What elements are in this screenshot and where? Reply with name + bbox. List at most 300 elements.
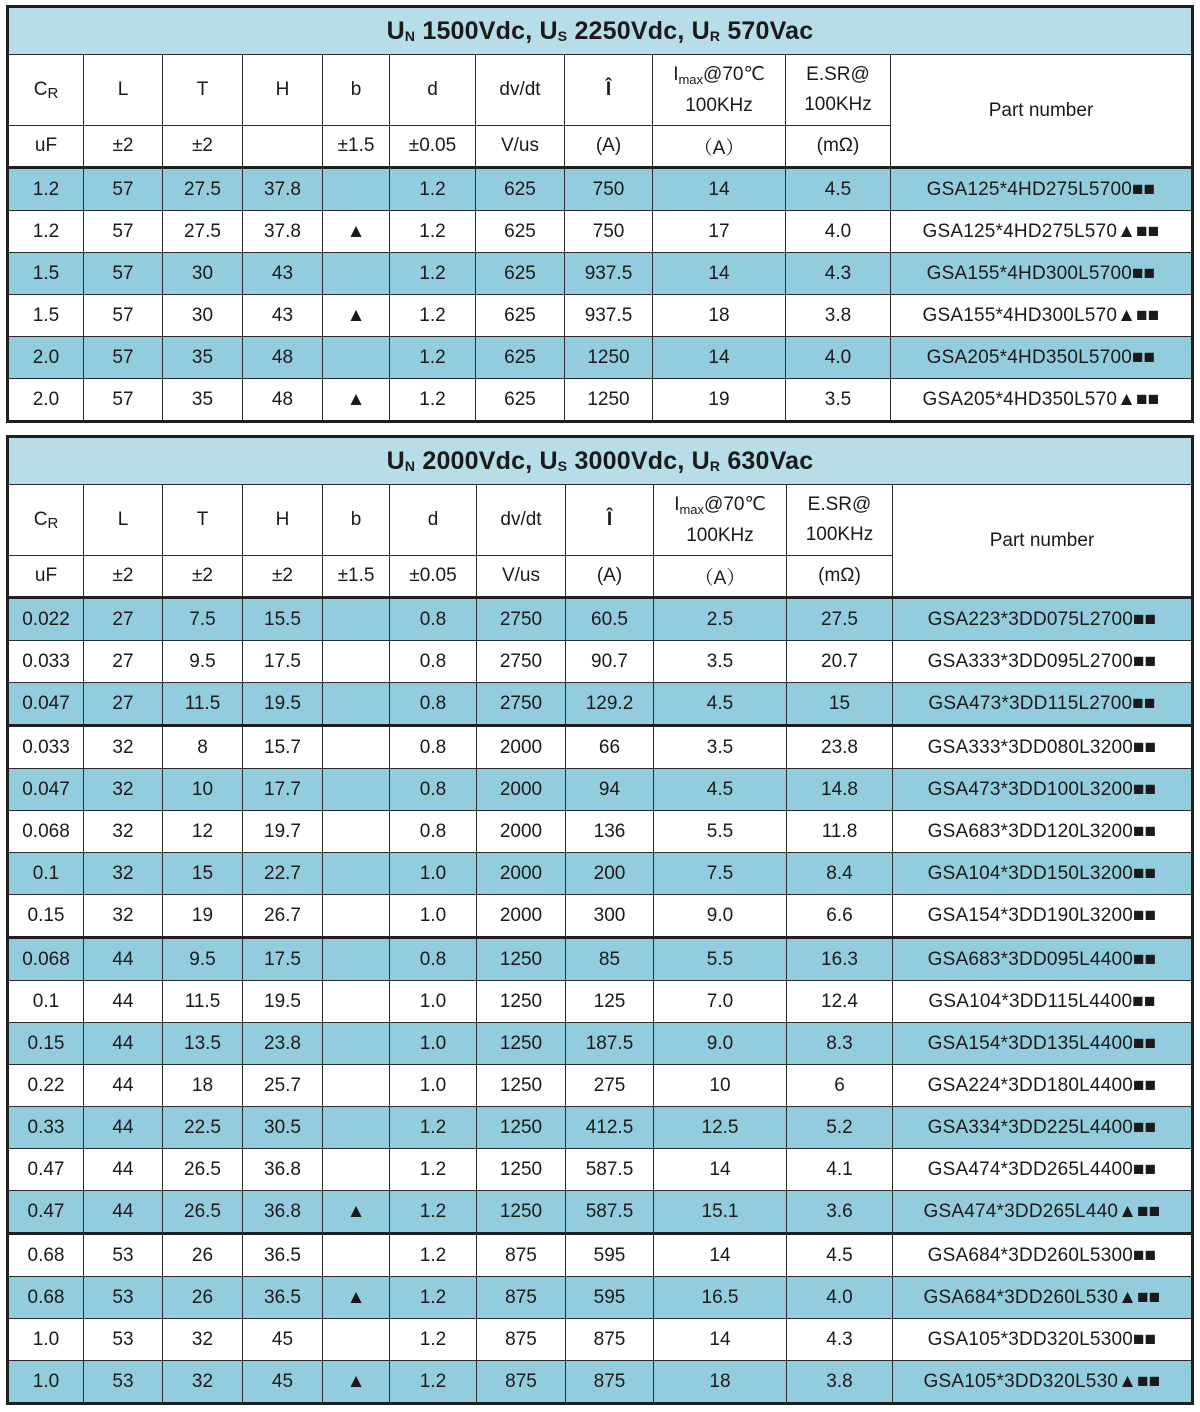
b-cell: [323, 641, 390, 683]
part-number-cell: GSA334*3DD225L4400■■: [893, 1107, 1193, 1149]
table-row: [8, 981, 1193, 1023]
part-number-cell: GSA125*4HD275L5700■■: [891, 168, 1193, 211]
cap-cell: 0.47: [8, 1191, 84, 1234]
length-cell: 53: [84, 1234, 163, 1277]
thickness-cell: 19: [163, 895, 243, 938]
length-cell: 32: [84, 769, 163, 811]
length-cell: 53: [84, 1277, 163, 1319]
thickness-cell: 9.5: [163, 938, 243, 981]
d-cell: 1.2: [390, 1319, 477, 1361]
dvdt-cell: 2750: [477, 683, 566, 726]
cap-cell: 0.47: [8, 1149, 84, 1191]
table-row: [8, 1107, 1193, 1149]
thickness-cell: 30: [163, 253, 243, 295]
dvdt-cell: 1250: [477, 1149, 566, 1191]
length-cell: 57: [84, 168, 163, 211]
b-cell: [323, 811, 390, 853]
unit-cell: ±2: [84, 556, 163, 598]
peak-current-cell: 187.5: [566, 1023, 654, 1065]
length-cell: 44: [84, 1149, 163, 1191]
d-cell: 0.8: [390, 811, 477, 853]
peak-current-cell: 200: [566, 853, 654, 895]
esr-cell: 3.8: [786, 295, 891, 337]
thickness-cell: 30: [163, 295, 243, 337]
header-peak-current: Î: [565, 55, 653, 126]
height-cell: 43: [243, 253, 323, 295]
d-cell: 0.8: [390, 641, 477, 683]
height-cell: 19.5: [243, 981, 323, 1023]
imax-cell: 4.5: [654, 683, 787, 726]
d-cell: 1.2: [390, 1107, 477, 1149]
dvdt-cell: 625: [476, 168, 565, 211]
imax-cell: 14: [654, 1149, 787, 1191]
thickness-cell: 22.5: [163, 1107, 243, 1149]
peak-current-cell: 125: [566, 981, 654, 1023]
part-number-cell: GSA684*3DD260L5300■■: [893, 1234, 1193, 1277]
cap-cell: 0.68: [8, 1277, 84, 1319]
dvdt-cell: 1250: [477, 1191, 566, 1234]
part-number-cell: GSA154*3DD135L4400■■: [893, 1023, 1193, 1065]
table-row: [8, 1234, 1193, 1277]
part-number-cell: GSA684*3DD260L530▲■■: [893, 1277, 1193, 1319]
d-cell: 0.8: [390, 769, 477, 811]
table-title: UN 2000Vdc, US 3000Vdc, UR 630Vac: [8, 437, 1193, 485]
height-cell: 36.8: [243, 1191, 323, 1234]
dvdt-cell: 875: [477, 1234, 566, 1277]
header-esr: E.SR@ 100KHz: [787, 485, 893, 556]
imax-cell: 17: [653, 211, 786, 253]
esr-cell: 4.0: [787, 1277, 893, 1319]
esr-cell: 4.5: [786, 168, 891, 211]
peak-current-cell: 937.5: [565, 295, 653, 337]
dvdt-cell: 2750: [477, 598, 566, 641]
imax-cell: 19: [653, 379, 786, 422]
part-number-cell: GSA104*3DD150L3200■■: [893, 853, 1193, 895]
table-row: [8, 1319, 1193, 1361]
thickness-cell: 7.5: [163, 598, 243, 641]
b-cell: [323, 598, 390, 641]
d-cell: 1.2: [390, 337, 476, 379]
d-cell: 0.8: [390, 598, 477, 641]
header-dvdt: dv/dt: [477, 485, 566, 556]
dvdt-cell: 875: [477, 1361, 566, 1404]
height-cell: 17.5: [243, 938, 323, 981]
height-cell: 36.8: [243, 1149, 323, 1191]
esr-cell: 20.7: [787, 641, 893, 683]
table-row: [8, 1023, 1193, 1065]
d-cell: 1.0: [390, 981, 477, 1023]
esr-cell: 4.1: [787, 1149, 893, 1191]
part-number-cell: GSA333*3DD080L3200■■: [893, 726, 1193, 769]
imax-cell: 9.0: [654, 895, 787, 938]
dvdt-cell: 2000: [477, 726, 566, 769]
length-cell: 27: [84, 683, 163, 726]
table-row: [8, 379, 1193, 422]
esr-cell: 8.3: [787, 1023, 893, 1065]
part-number-cell: GSA105*3DD320L530▲■■: [893, 1361, 1193, 1404]
imax-cell: 5.5: [654, 811, 787, 853]
part-number-cell: GSA473*3DD115L2700■■: [893, 683, 1193, 726]
b-cell: ▲: [323, 1277, 390, 1319]
esr-cell: 4.5: [787, 1234, 893, 1277]
unit-cell: ±1.5: [323, 556, 390, 598]
d-cell: 1.2: [390, 211, 476, 253]
d-cell: 1.0: [390, 853, 477, 895]
imax-cell: 14: [654, 1319, 787, 1361]
part-number-cell: GSA474*3DD265L440▲■■: [893, 1191, 1193, 1234]
header-part-number: Part number: [891, 55, 1193, 168]
spec-table-630vac: [6, 435, 1194, 1405]
imax-cell: 3.5: [654, 726, 787, 769]
unit-cell: uF: [8, 556, 84, 598]
b-cell: [323, 1065, 390, 1107]
thickness-cell: 26: [163, 1234, 243, 1277]
header-imax: $I_{max}@70℃$ 100KHz: [653, 55, 786, 126]
peak-current-cell: 94: [566, 769, 654, 811]
height-cell: 19.7: [243, 811, 323, 853]
unit-cell: (A): [565, 126, 653, 168]
part-number-cell: GSA683*3DD095L4400■■: [893, 938, 1193, 981]
cap-cell: 2.0: [8, 379, 84, 422]
peak-current-cell: 750: [565, 168, 653, 211]
cap-cell: 0.068: [8, 938, 84, 981]
dvdt-cell: 625: [476, 379, 565, 422]
length-cell: 27: [84, 641, 163, 683]
esr-cell: 11.8: [787, 811, 893, 853]
d-cell: 1.0: [390, 1065, 477, 1107]
part-number-cell: GSA333*3DD095L2700■■: [893, 641, 1193, 683]
thickness-cell: 32: [163, 1361, 243, 1404]
header-height: H: [243, 485, 323, 556]
b-cell: [323, 726, 390, 769]
height-cell: 23.8: [243, 1023, 323, 1065]
esr-cell: 6: [787, 1065, 893, 1107]
b-cell: [323, 253, 390, 295]
esr-cell: 3.5: [786, 379, 891, 422]
thickness-cell: 27.5: [163, 211, 243, 253]
unit-cell: ±1.5: [323, 126, 390, 168]
imax-cell: 10: [654, 1065, 787, 1107]
spec-table-570vac: [6, 5, 1194, 423]
unit-cell: uF: [8, 126, 84, 168]
table-row: [8, 853, 1193, 895]
height-cell: 15.7: [243, 726, 323, 769]
thickness-cell: 9.5: [163, 641, 243, 683]
b-cell: [323, 683, 390, 726]
table-row: [8, 211, 1193, 253]
esr-cell: 4.0: [786, 211, 891, 253]
table-row: [8, 598, 1193, 641]
header-b: b: [323, 55, 390, 126]
peak-current-cell: 587.5: [566, 1191, 654, 1234]
length-cell: 44: [84, 1191, 163, 1234]
part-number-cell: GSA474*3DD265L4400■■: [893, 1149, 1193, 1191]
table-row: [8, 641, 1193, 683]
dvdt-cell: 1250: [477, 1107, 566, 1149]
b-cell: ▲: [323, 379, 390, 422]
dvdt-cell: 625: [476, 295, 565, 337]
header-d: d: [390, 55, 476, 126]
table-row: [8, 295, 1193, 337]
cap-cell: 0.68: [8, 1234, 84, 1277]
cap-cell: 1.0: [8, 1319, 84, 1361]
table-body: [8, 437, 1193, 1404]
dvdt-cell: 1250: [477, 981, 566, 1023]
thickness-cell: 26.5: [163, 1149, 243, 1191]
d-cell: 1.2: [390, 1149, 477, 1191]
table-row: [8, 683, 1193, 726]
cap-cell: 1.5: [8, 295, 84, 337]
header-peak-current: Î: [566, 485, 654, 556]
unit-cell: [243, 126, 323, 168]
dvdt-cell: 625: [476, 253, 565, 295]
esr-cell: 5.2: [787, 1107, 893, 1149]
thickness-cell: 18: [163, 1065, 243, 1107]
table-row: [8, 1361, 1193, 1404]
height-cell: 15.5: [243, 598, 323, 641]
height-cell: 36.5: [243, 1277, 323, 1319]
b-cell: ▲: [323, 211, 390, 253]
esr-cell: 14.8: [787, 769, 893, 811]
peak-current-cell: 136: [566, 811, 654, 853]
unit-cell: ±2: [163, 126, 243, 168]
d-cell: 0.8: [390, 938, 477, 981]
peak-current-cell: 587.5: [566, 1149, 654, 1191]
d-cell: 1.2: [390, 1191, 477, 1234]
unit-cell: （A）: [654, 556, 787, 598]
dvdt-cell: 1250: [477, 1023, 566, 1065]
unit-cell: ±0.05: [390, 556, 477, 598]
header-thickness: T: [163, 55, 243, 126]
cap-cell: 0.047: [8, 683, 84, 726]
b-cell: [323, 1149, 390, 1191]
header-capacitance: CR: [8, 485, 84, 556]
header-height: H: [243, 55, 323, 126]
part-number-cell: GSA155*4HD300L5700■■: [891, 253, 1193, 295]
esr-cell: 16.3: [787, 938, 893, 981]
b-cell: [323, 853, 390, 895]
length-cell: 57: [84, 379, 163, 422]
part-number-cell: GSA205*4HD350L5700■■: [891, 337, 1193, 379]
part-number-cell: GSA104*3DD115L4400■■: [893, 981, 1193, 1023]
length-cell: 57: [84, 211, 163, 253]
peak-current-cell: 90.7: [566, 641, 654, 683]
peak-current-cell: 275: [566, 1065, 654, 1107]
d-cell: 1.0: [390, 895, 477, 938]
b-cell: [323, 1107, 390, 1149]
d-cell: 1.2: [390, 1361, 477, 1404]
table-row: [8, 1277, 1193, 1319]
part-number-cell: GSA105*3DD320L5300■■: [893, 1319, 1193, 1361]
imax-cell: 12.5: [654, 1107, 787, 1149]
unit-cell: ±0.05: [390, 126, 476, 168]
peak-current-cell: 595: [566, 1234, 654, 1277]
height-cell: 45: [243, 1361, 323, 1404]
dvdt-cell: 1250: [477, 1065, 566, 1107]
header-d: d: [390, 485, 477, 556]
d-cell: 0.8: [390, 683, 477, 726]
imax-cell: 18: [653, 295, 786, 337]
peak-current-cell: 1250: [565, 379, 653, 422]
table-row: [8, 726, 1193, 769]
d-cell: 1.2: [390, 1277, 477, 1319]
dvdt-cell: 2000: [477, 769, 566, 811]
esr-cell: 6.6: [787, 895, 893, 938]
peak-current-cell: 750: [565, 211, 653, 253]
d-cell: 1.2: [390, 168, 476, 211]
peak-current-cell: 595: [566, 1277, 654, 1319]
part-number-cell: GSA205*4HD350L570▲■■: [891, 379, 1193, 422]
height-cell: 45: [243, 1319, 323, 1361]
esr-cell: 4.3: [786, 253, 891, 295]
esr-cell: 4.3: [787, 1319, 893, 1361]
unit-cell: (mΩ): [786, 126, 891, 168]
height-cell: 17.7: [243, 769, 323, 811]
esr-cell: 8.4: [787, 853, 893, 895]
unit-cell: ±2: [243, 556, 323, 598]
dvdt-cell: 625: [476, 211, 565, 253]
header-dvdt: dv/dt: [476, 55, 565, 126]
cap-cell: 2.0: [8, 337, 84, 379]
length-cell: 27: [84, 598, 163, 641]
b-cell: [323, 895, 390, 938]
length-cell: 32: [84, 726, 163, 769]
imax-cell: 5.5: [654, 938, 787, 981]
dvdt-cell: 2000: [477, 811, 566, 853]
header-imax: $I_{max}@70℃$ 100KHz: [654, 485, 787, 556]
esr-cell: 27.5: [787, 598, 893, 641]
d-cell: 1.2: [390, 253, 476, 295]
unit-cell: ±2: [84, 126, 163, 168]
unit-cell: (A): [566, 556, 654, 598]
imax-cell: 3.5: [654, 641, 787, 683]
table-title: UN 1500Vdc, US 2250Vdc, UR 570Vac: [8, 7, 1193, 55]
length-cell: 32: [84, 811, 163, 853]
table-body: [8, 7, 1193, 422]
imax-cell: 9.0: [654, 1023, 787, 1065]
height-cell: 37.8: [243, 168, 323, 211]
dvdt-cell: 2750: [477, 641, 566, 683]
b-cell: [323, 981, 390, 1023]
cap-cell: 0.1: [8, 853, 84, 895]
length-cell: 44: [84, 1065, 163, 1107]
d-cell: 0.8: [390, 726, 477, 769]
thickness-cell: 35: [163, 379, 243, 422]
imax-cell: 15.1: [654, 1191, 787, 1234]
thickness-cell: 11.5: [163, 981, 243, 1023]
imax-cell: 14: [653, 337, 786, 379]
part-number-cell: GSA223*3DD075L2700■■: [893, 598, 1193, 641]
height-cell: 17.5: [243, 641, 323, 683]
peak-current-cell: 875: [566, 1361, 654, 1404]
d-cell: 1.0: [390, 1023, 477, 1065]
length-cell: 57: [84, 253, 163, 295]
height-cell: 36.5: [243, 1234, 323, 1277]
b-cell: ▲: [323, 1191, 390, 1234]
table-row: [8, 168, 1193, 211]
cap-cell: 0.22: [8, 1065, 84, 1107]
thickness-cell: 26.5: [163, 1191, 243, 1234]
thickness-cell: 13.5: [163, 1023, 243, 1065]
dvdt-cell: 875: [477, 1319, 566, 1361]
peak-current-cell: 60.5: [566, 598, 654, 641]
height-cell: 43: [243, 295, 323, 337]
cap-cell: 0.15: [8, 1023, 84, 1065]
esr-cell: 23.8: [787, 726, 893, 769]
cap-cell: 1.2: [8, 211, 84, 253]
header-b: b: [323, 485, 390, 556]
cap-cell: 0.15: [8, 895, 84, 938]
height-cell: 25.7: [243, 1065, 323, 1107]
esr-cell: 12.4: [787, 981, 893, 1023]
unit-cell: V/us: [476, 126, 565, 168]
table-row: [8, 1191, 1193, 1234]
imax-cell: 14: [654, 1234, 787, 1277]
height-cell: 19.5: [243, 683, 323, 726]
d-cell: 1.2: [390, 379, 476, 422]
part-number-cell: GSA473*3DD100L3200■■: [893, 769, 1193, 811]
table-row: [8, 811, 1193, 853]
imax-cell: 18: [654, 1361, 787, 1404]
imax-cell: 14: [653, 253, 786, 295]
imax-cell: 16.5: [654, 1277, 787, 1319]
cap-cell: 0.33: [8, 1107, 84, 1149]
part-number-cell: GSA683*3DD120L3200■■: [893, 811, 1193, 853]
cap-cell: 1.2: [8, 168, 84, 211]
peak-current-cell: 875: [566, 1319, 654, 1361]
cap-cell: 0.033: [8, 726, 84, 769]
b-cell: [323, 1234, 390, 1277]
peak-current-cell: 66: [566, 726, 654, 769]
height-cell: 26.7: [243, 895, 323, 938]
height-cell: 22.7: [243, 853, 323, 895]
cap-cell: 0.033: [8, 641, 84, 683]
b-cell: ▲: [323, 1361, 390, 1404]
cap-cell: 1.0: [8, 1361, 84, 1404]
header-thickness: T: [163, 485, 243, 556]
cap-cell: 0.047: [8, 769, 84, 811]
dvdt-cell: 2000: [477, 853, 566, 895]
length-cell: 44: [84, 1107, 163, 1149]
table-row: [8, 895, 1193, 938]
height-cell: 37.8: [243, 211, 323, 253]
peak-current-cell: 937.5: [565, 253, 653, 295]
part-number-cell: GSA155*4HD300L570▲■■: [891, 295, 1193, 337]
cap-cell: 1.5: [8, 253, 84, 295]
dvdt-cell: 2000: [477, 895, 566, 938]
table-row: [8, 1065, 1193, 1107]
imax-cell: 2.5: [654, 598, 787, 641]
imax-cell: 4.5: [654, 769, 787, 811]
b-cell: ▲: [323, 295, 390, 337]
esr-cell: 15: [787, 683, 893, 726]
b-cell: [323, 769, 390, 811]
height-cell: 30.5: [243, 1107, 323, 1149]
length-cell: 32: [84, 895, 163, 938]
unit-cell: ±2: [163, 556, 243, 598]
dvdt-cell: 875: [477, 1277, 566, 1319]
length-cell: 57: [84, 337, 163, 379]
thickness-cell: 32: [163, 1319, 243, 1361]
thickness-cell: 10: [163, 769, 243, 811]
length-cell: 44: [84, 1023, 163, 1065]
length-cell: 53: [84, 1361, 163, 1404]
thickness-cell: 26: [163, 1277, 243, 1319]
height-cell: 48: [243, 337, 323, 379]
b-cell: [323, 168, 390, 211]
b-cell: [323, 1023, 390, 1065]
unit-cell: V/us: [477, 556, 566, 598]
